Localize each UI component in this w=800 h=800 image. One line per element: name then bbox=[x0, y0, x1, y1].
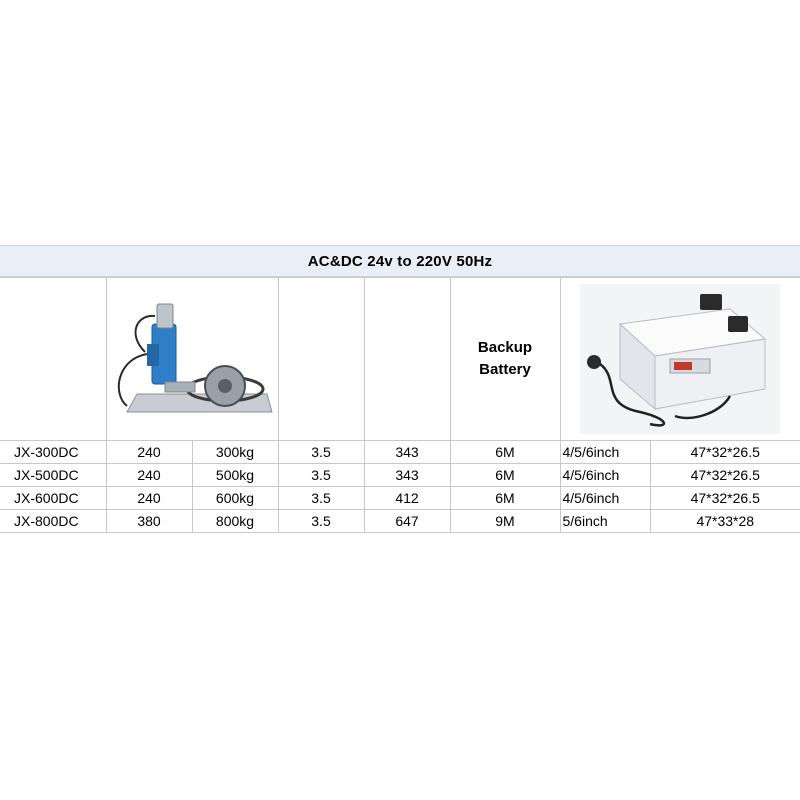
model-cell: JX-600DC bbox=[0, 487, 106, 510]
table-row bbox=[0, 464, 800, 487]
size-cell: 47*32*26.5 bbox=[650, 487, 800, 510]
size-cell: 47*32*26.5 bbox=[650, 441, 800, 464]
load-cell: 300kg bbox=[192, 441, 278, 464]
load-cell: 800kg bbox=[192, 510, 278, 533]
cell: 240 bbox=[106, 441, 192, 464]
motor-image-cell bbox=[106, 278, 278, 441]
cell: 380 bbox=[106, 510, 192, 533]
cell: 3.5 bbox=[278, 441, 364, 464]
table-row bbox=[0, 510, 800, 533]
cell: 6M bbox=[450, 487, 560, 510]
cell: 343 bbox=[364, 441, 450, 464]
size-cell: 47*33*28 bbox=[650, 510, 800, 533]
image-row bbox=[0, 278, 800, 441]
load-cell: 500kg bbox=[192, 464, 278, 487]
inch-cell: 4/5/6inch bbox=[560, 464, 650, 487]
table-row bbox=[0, 441, 800, 464]
spec-table bbox=[0, 277, 800, 533]
table-row bbox=[0, 487, 800, 510]
backup-label: Backup bbox=[477, 339, 533, 356]
cell: 647 bbox=[364, 510, 450, 533]
spec-sheet bbox=[0, 245, 800, 533]
cell: 6M bbox=[450, 464, 560, 487]
model-cell: JX-500DC bbox=[0, 464, 106, 487]
battery-label: Battery bbox=[479, 361, 531, 378]
controller-image-cell bbox=[560, 278, 800, 441]
cell: 3.5 bbox=[278, 464, 364, 487]
load-cell: 600kg bbox=[192, 487, 278, 510]
cell: 3.5 bbox=[278, 510, 364, 533]
cell: 240 bbox=[106, 487, 192, 510]
model-cell: JX-800DC bbox=[0, 510, 106, 533]
backup-battery-cell bbox=[450, 278, 560, 441]
size-cell: 47*32*26.5 bbox=[650, 464, 800, 487]
cell: 9M bbox=[450, 510, 560, 533]
inch-cell: 4/5/6inch bbox=[560, 487, 650, 510]
inch-cell: 4/5/6inch bbox=[560, 441, 650, 464]
controller-box-image bbox=[580, 284, 780, 434]
cell: 3.5 bbox=[278, 487, 364, 510]
rolling-door-motor-image bbox=[107, 294, 277, 424]
inch-cell: 5/6inch bbox=[560, 510, 650, 533]
table-title: AC&DC 24v to 220V 50Hz bbox=[0, 245, 800, 277]
cell: 6M bbox=[450, 441, 560, 464]
cell: 240 bbox=[106, 464, 192, 487]
model-cell: JX-300DC bbox=[0, 441, 106, 464]
cell: 412 bbox=[364, 487, 450, 510]
cell: 343 bbox=[364, 464, 450, 487]
